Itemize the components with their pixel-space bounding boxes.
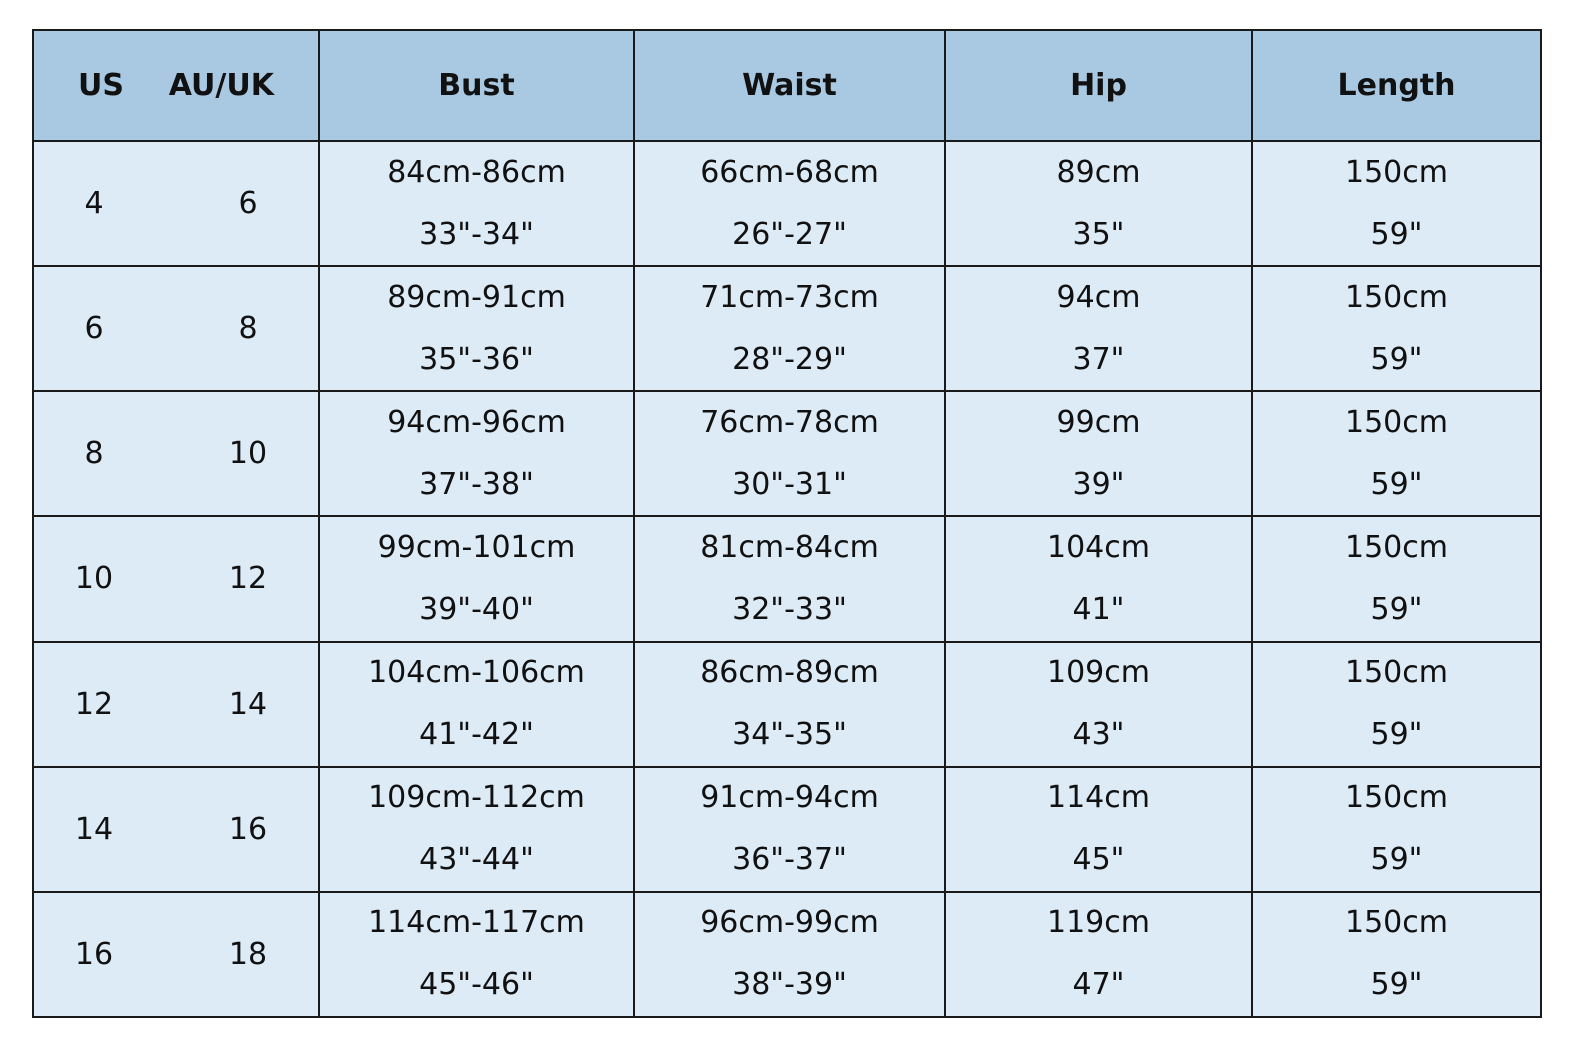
size-cell [33, 141, 319, 266]
bust-cm: 104cm-106cm [368, 655, 585, 691]
length-inch: 59" [1370, 591, 1423, 627]
hip-cm: 104cm [1047, 529, 1150, 565]
table-row [33, 141, 1541, 266]
au-uk-size: 14 [228, 686, 268, 722]
bust-cell [319, 767, 634, 892]
au-uk-size: 6 [238, 186, 258, 222]
header-us: US [78, 68, 124, 103]
au-uk-size: 8 [238, 311, 258, 347]
size-chart-header [33, 30, 1541, 141]
waist-inch: 30"-31" [732, 466, 847, 502]
bust-cm: 114cm-117cm [368, 905, 585, 941]
length-cm: 150cm [1345, 279, 1448, 315]
length-inch: 59" [1370, 341, 1423, 377]
bust-cm: 94cm-96cm [387, 404, 566, 440]
bust-cell [319, 391, 634, 516]
waist-cell [634, 892, 945, 1017]
bust-inch: 45"-46" [419, 967, 534, 1003]
length-cm: 150cm [1345, 404, 1448, 440]
size-chart-table [32, 29, 1542, 1018]
hip-cell [945, 642, 1252, 767]
header-hip: Hip [945, 30, 1252, 141]
hip-inch: 35" [1072, 216, 1125, 252]
hip-cell [945, 266, 1252, 391]
length-cell [1252, 767, 1541, 892]
hip-cell [945, 892, 1252, 1017]
waist-cell [634, 266, 945, 391]
header-waist: Waist [634, 30, 945, 141]
waist-cm: 81cm-84cm [700, 529, 879, 565]
length-cm: 150cm [1345, 905, 1448, 941]
bust-inch: 35"-36" [419, 341, 534, 377]
hip-cm: 94cm [1056, 279, 1141, 315]
au-uk-size: 18 [228, 936, 268, 972]
us-size: 6 [84, 311, 104, 347]
length-inch: 59" [1370, 717, 1423, 753]
length-cm: 150cm [1345, 154, 1448, 190]
size-cell [33, 892, 319, 1017]
size-cell [33, 767, 319, 892]
hip-inch: 47" [1072, 967, 1125, 1003]
header-size-cell [33, 30, 319, 141]
length-inch: 59" [1370, 842, 1423, 878]
bust-cm: 89cm-91cm [387, 279, 566, 315]
waist-inch: 32"-33" [732, 591, 847, 627]
hip-inch: 39" [1072, 466, 1125, 502]
table-row [33, 767, 1541, 892]
waist-cell [634, 642, 945, 767]
size-chart-body [33, 141, 1541, 1017]
length-cell [1252, 516, 1541, 641]
bust-inch: 39"-40" [419, 591, 534, 627]
bust-cm: 84cm-86cm [387, 154, 566, 190]
hip-inch: 37" [1072, 341, 1125, 377]
waist-cell [634, 141, 945, 266]
length-cell [1252, 642, 1541, 767]
bust-cm: 99cm-101cm [377, 529, 576, 565]
waist-cm: 86cm-89cm [700, 655, 879, 691]
bust-inch: 33"-34" [419, 216, 534, 252]
hip-inch: 41" [1072, 591, 1125, 627]
table-row [33, 516, 1541, 641]
bust-inch: 41"-42" [419, 717, 534, 753]
waist-cm: 91cm-94cm [700, 780, 879, 816]
hip-inch: 45" [1072, 842, 1125, 878]
us-size: 8 [84, 436, 104, 472]
table-row [33, 266, 1541, 391]
table-row [33, 391, 1541, 516]
us-size: 16 [74, 936, 114, 972]
hip-inch: 43" [1072, 717, 1125, 753]
bust-cell [319, 141, 634, 266]
hip-cell [945, 391, 1252, 516]
bust-cell [319, 892, 634, 1017]
waist-inch: 36"-37" [732, 842, 847, 878]
waist-inch: 26"-27" [732, 216, 847, 252]
us-size: 10 [74, 561, 114, 597]
length-cm: 150cm [1345, 655, 1448, 691]
bust-cell [319, 642, 634, 767]
length-cm: 150cm [1345, 529, 1448, 565]
waist-cm: 66cm-68cm [700, 154, 879, 190]
hip-cell [945, 516, 1252, 641]
hip-cm: 119cm [1047, 905, 1150, 941]
length-cell [1252, 391, 1541, 516]
length-cm: 150cm [1345, 780, 1448, 816]
bust-inch: 43"-44" [419, 842, 534, 878]
hip-cm: 109cm [1047, 655, 1150, 691]
length-inch: 59" [1370, 216, 1423, 252]
table-row [33, 642, 1541, 767]
us-size: 12 [74, 686, 114, 722]
au-uk-size: 16 [228, 811, 268, 847]
waist-cm: 96cm-99cm [700, 905, 879, 941]
length-cell [1252, 892, 1541, 1017]
au-uk-size: 12 [228, 561, 268, 597]
bust-inch: 37"-38" [419, 466, 534, 502]
au-uk-size: 10 [228, 436, 268, 472]
header-length: Length [1252, 30, 1541, 141]
length-inch: 59" [1370, 967, 1423, 1003]
waist-inch: 38"-39" [732, 967, 847, 1003]
bust-cell [319, 516, 634, 641]
us-size: 14 [74, 811, 114, 847]
hip-cell [945, 767, 1252, 892]
table-row [33, 892, 1541, 1017]
waist-inch: 28"-29" [732, 341, 847, 377]
header-bust: Bust [319, 30, 634, 141]
size-cell [33, 266, 319, 391]
header-row [33, 30, 1541, 141]
waist-cell [634, 767, 945, 892]
length-inch: 59" [1370, 466, 1423, 502]
size-cell [33, 642, 319, 767]
bust-cm: 109cm-112cm [368, 780, 585, 816]
waist-cm: 76cm-78cm [700, 404, 879, 440]
waist-cell [634, 516, 945, 641]
hip-cell [945, 141, 1252, 266]
us-size: 4 [84, 186, 104, 222]
size-cell [33, 516, 319, 641]
hip-cm: 114cm [1047, 780, 1150, 816]
bust-cell [319, 266, 634, 391]
length-cell [1252, 266, 1541, 391]
waist-cm: 71cm-73cm [700, 279, 879, 315]
waist-inch: 34"-35" [732, 717, 847, 753]
size-cell [33, 391, 319, 516]
hip-cm: 89cm [1056, 154, 1141, 190]
header-au-uk: AU/UK [168, 68, 274, 103]
waist-cell [634, 391, 945, 516]
length-cell [1252, 141, 1541, 266]
hip-cm: 99cm [1056, 404, 1141, 440]
